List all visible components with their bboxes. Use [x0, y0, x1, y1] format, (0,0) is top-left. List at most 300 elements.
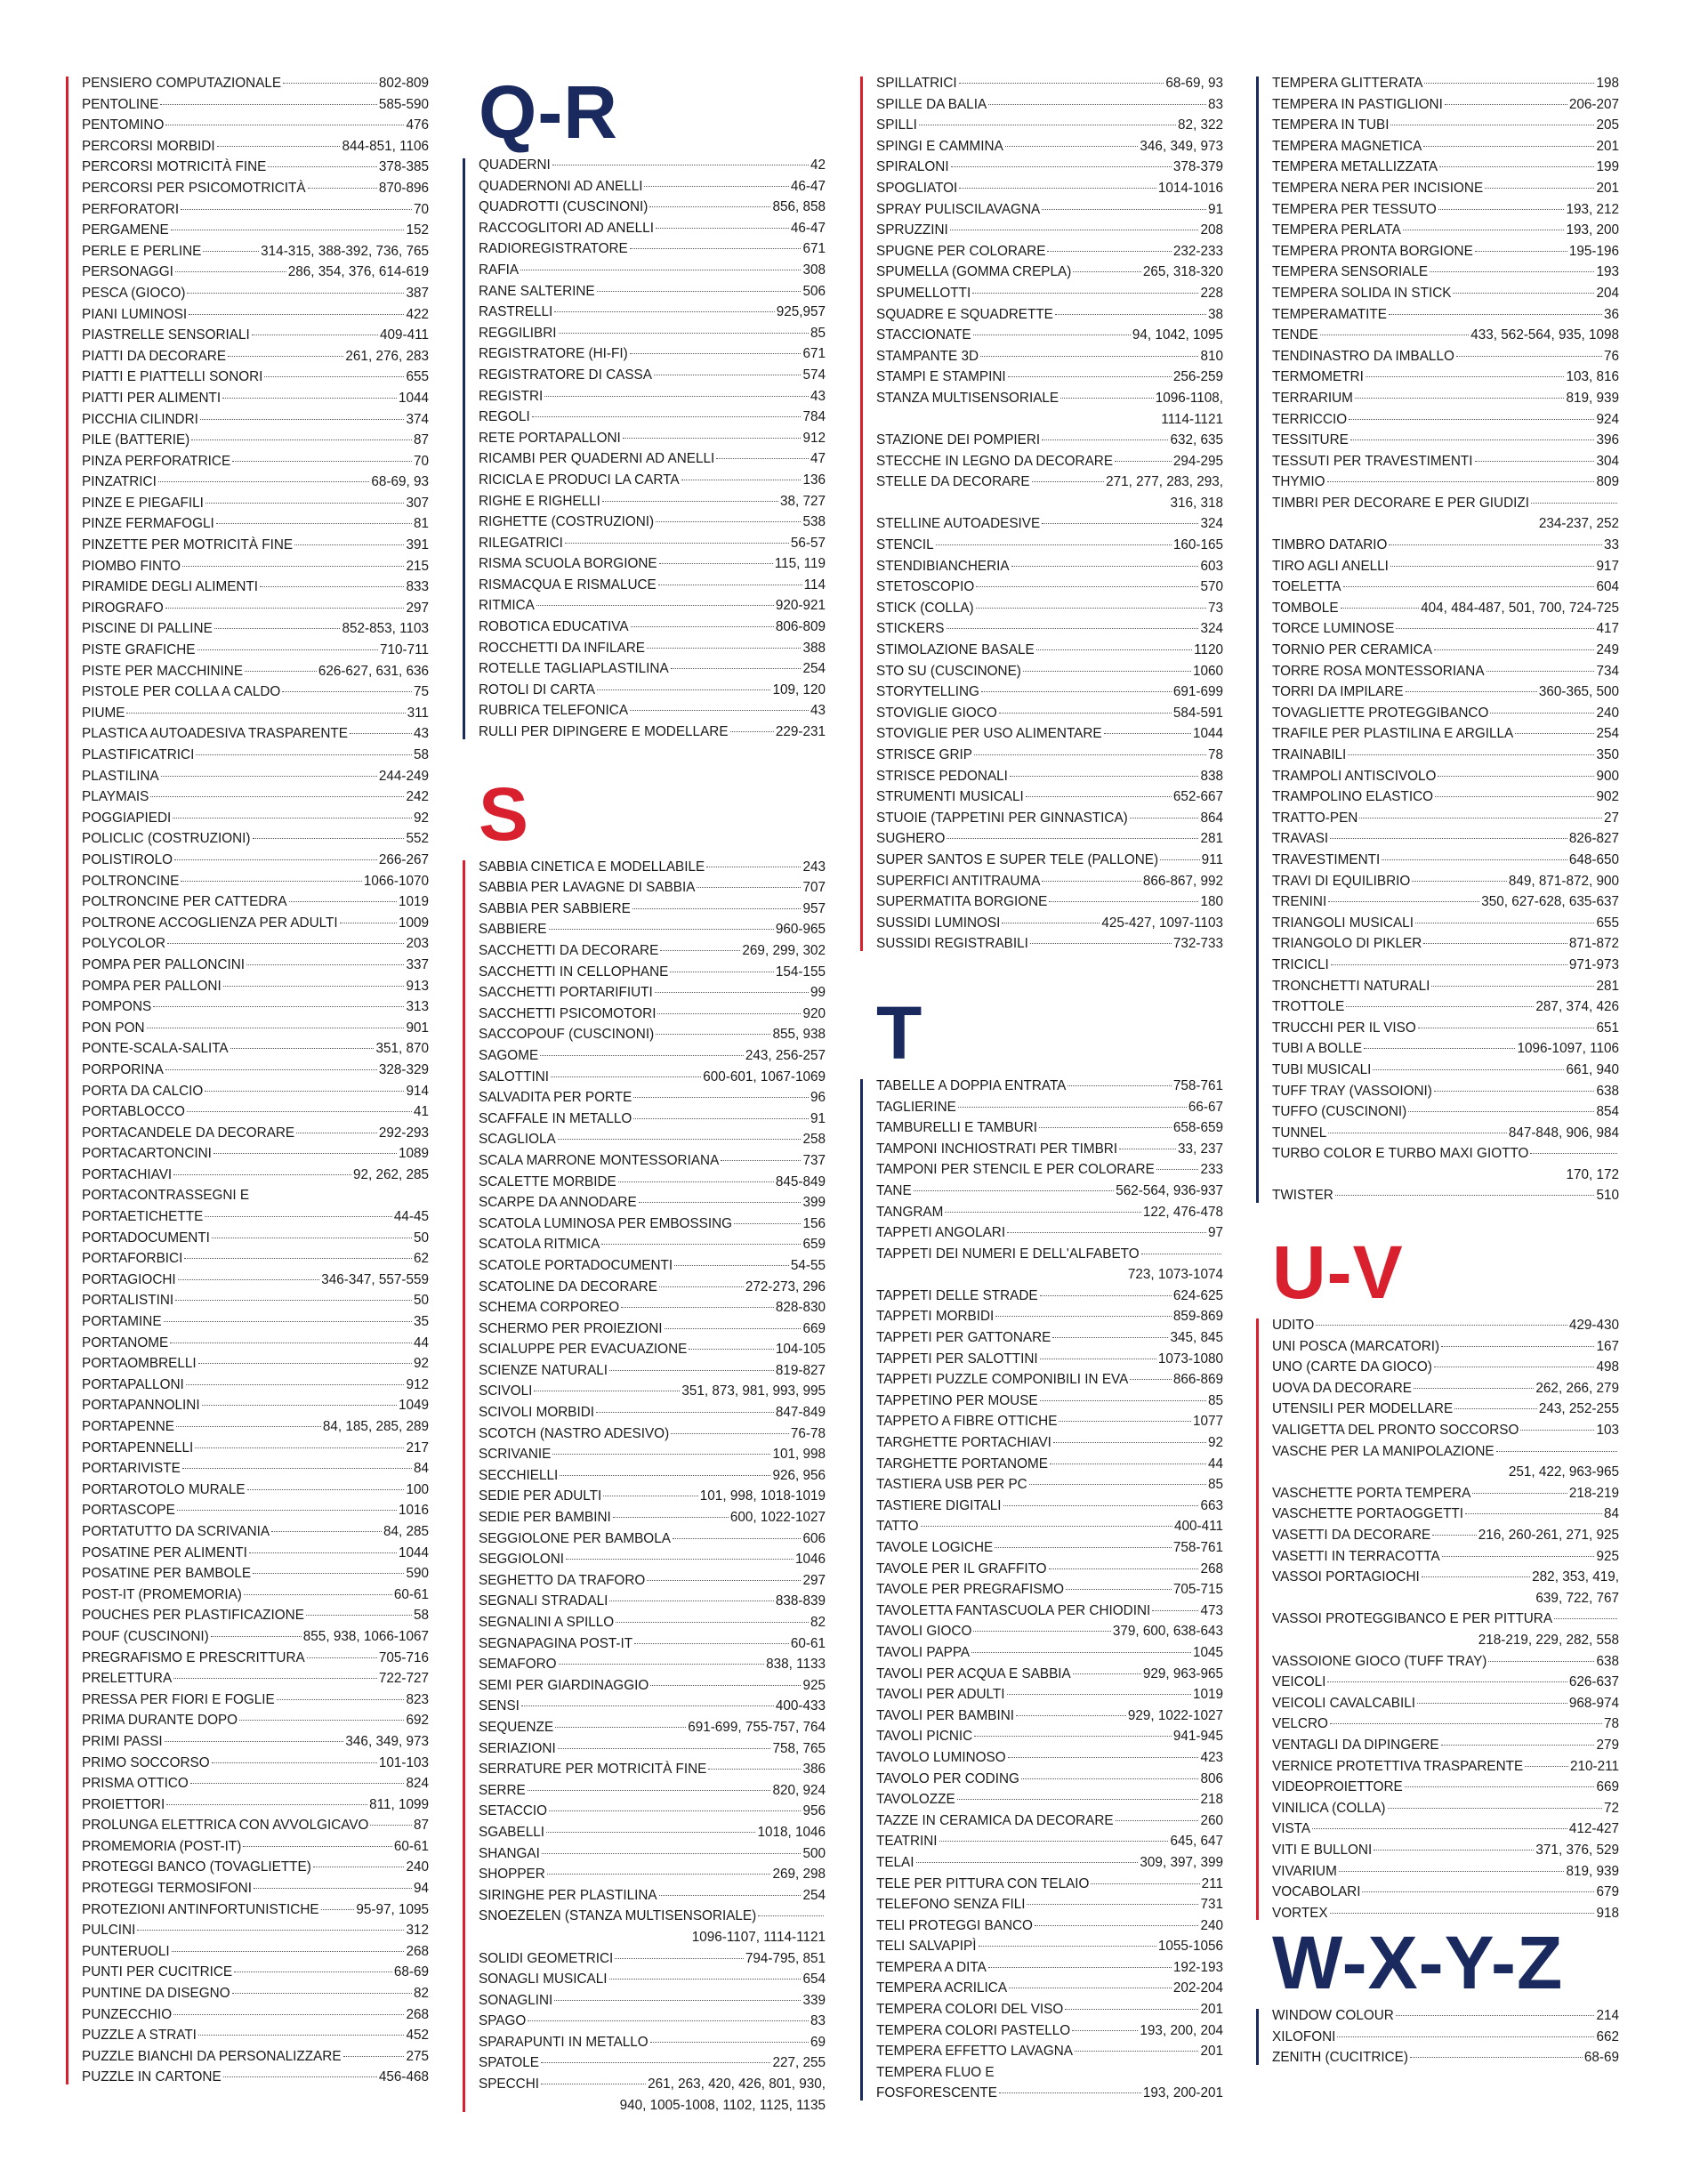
- entry-pages: 658-659: [1172, 1120, 1223, 1136]
- index-entry: [479, 1423, 826, 1445]
- entry-term: SALVADITA PER PORTE: [479, 1090, 632, 1106]
- dot-leader: [623, 438, 802, 439]
- entry-pages: 33: [1603, 537, 1619, 553]
- dot-leader: [1073, 271, 1141, 272]
- index-entry: [1272, 1185, 1619, 1206]
- entry-pages: 215: [406, 558, 429, 574]
- entry-pages: 99: [810, 985, 826, 1001]
- index-entry: [479, 533, 826, 554]
- entry-term: UDITO: [1272, 1318, 1315, 1334]
- dot-leader: [650, 1685, 801, 1686]
- entry-pages: 287, 374, 426: [1535, 999, 1619, 1015]
- entry-term: TURBO COLOR E TURBO MAXI GIOTTO: [1272, 1146, 1529, 1162]
- dot-leader: [271, 1531, 382, 1532]
- index-entry: [479, 1696, 826, 1717]
- entry-pages: 216, 260-261, 271, 925: [1478, 1528, 1619, 1543]
- entry-pages: 707: [802, 880, 826, 896]
- dot-leader: [1065, 2009, 1198, 2010]
- entry-term: SPUGNE PER COLORARE: [876, 243, 1046, 259]
- index-entry: [82, 745, 429, 766]
- index-entry: [479, 1843, 826, 1865]
- index-entry: [82, 1270, 429, 1291]
- index-entry: [479, 1214, 826, 1235]
- entry-term: PIRAMIDE DEGLI ALIMENTI: [82, 579, 259, 595]
- entry-term: TATTO: [876, 1519, 919, 1535]
- dot-leader: [697, 887, 801, 888]
- index-entry: [82, 136, 429, 157]
- dot-leader: [659, 563, 773, 564]
- entry-term: TEMPERA MAGNETICA: [1272, 138, 1422, 154]
- entry-term: SCARPE DA ANNODARE: [479, 1195, 637, 1211]
- entry-term: PORTAPENNE: [82, 1419, 174, 1434]
- index-entry: [1272, 703, 1619, 724]
- entry-term: TELEFONO SENZA FILI: [876, 1897, 1026, 1913]
- entry-pages: 662: [1596, 2028, 1619, 2044]
- dot-leader: [1021, 1778, 1199, 1779]
- index-entry: [876, 1726, 1223, 1747]
- entry-pages: 971-973: [1568, 956, 1619, 972]
- dot-leader: [184, 1258, 412, 1259]
- dot-leader: [1490, 713, 1594, 714]
- dot-leader: [979, 1946, 1156, 1947]
- index-entry: [479, 1255, 826, 1277]
- entry-pages: 1066-1070: [363, 873, 429, 889]
- dot-leader: [630, 710, 809, 711]
- entry-term: TEMPERA PRONTA BORGIONE: [1272, 243, 1473, 259]
- index-entry: [876, 1117, 1223, 1139]
- entry-pages: 600, 1022-1027: [729, 1510, 826, 1526]
- entry-pages: 404, 484-487, 501, 700, 724-725: [1421, 600, 1619, 616]
- dot-leader: [1355, 398, 1565, 399]
- entry-term: TEMPERA EFFETTO LAVAGNA: [876, 2044, 1073, 2060]
- index-entry: [1272, 283, 1619, 304]
- entry-term: PORTAFORBICI: [82, 1251, 183, 1267]
- index-entry: [876, 1496, 1223, 1517]
- entry-pages: 66-67: [1188, 1099, 1223, 1115]
- index-entry: [82, 73, 429, 94]
- index-entry: [479, 899, 826, 920]
- entry-pages: 242: [406, 789, 429, 805]
- entry-term: PORTAETICHETTE: [82, 1209, 204, 1225]
- entry-pages: 425-427, 1097-1103: [1101, 915, 1223, 931]
- entry-term: TARGHETTE PORTACHIAVI: [876, 1435, 1051, 1451]
- dot-leader: [973, 1631, 1110, 1632]
- entry-term: SPILLI: [876, 117, 917, 133]
- entry-term: SENSI: [479, 1698, 520, 1714]
- entry-term: PULCINI: [82, 1923, 136, 1939]
- index-entry: [876, 933, 1223, 955]
- entry-pages: 115, 119: [774, 556, 826, 572]
- index-entry: [1272, 1143, 1619, 1165]
- entry-term: TEMPERA A DITA: [876, 1959, 987, 1975]
- dot-leader: [734, 1223, 801, 1224]
- index-entry: [1272, 1777, 1619, 1798]
- entry-term: SPECCHI: [479, 2076, 539, 2092]
- index-entry: [479, 638, 826, 659]
- entry-pages: 929, 1022-1027: [1127, 1707, 1223, 1723]
- dot-leader: [1011, 566, 1199, 567]
- index-entry: [876, 73, 1223, 94]
- entry-pages: 92: [413, 1356, 429, 1372]
- dot-leader: [167, 943, 404, 944]
- entry-term: VASSOIONE GIOCO (TUFF TRAY): [1272, 1653, 1487, 1669]
- entry-pages: 281: [1200, 831, 1223, 847]
- entry-term: SUPERFICI ANTITRAUMA: [876, 873, 1041, 889]
- entry-pages: 60-61: [790, 1635, 826, 1651]
- index-entry: [479, 428, 826, 449]
- dot-leader: [245, 671, 317, 672]
- index-entry: [479, 1192, 826, 1214]
- entry-term: PISTE GRAFICHE: [82, 642, 196, 658]
- index-entry: [479, 877, 826, 899]
- entry-term: SUSSIDI LUMINOSI: [876, 915, 1001, 931]
- entry-pages: 307: [406, 495, 429, 511]
- index-entry: [82, 723, 429, 745]
- index-entry: [1272, 955, 1619, 976]
- index-entry: [479, 1381, 826, 1402]
- entry-pages: 638: [1596, 1653, 1619, 1669]
- entry-term: TAVOLE PER PREGRAFISMO: [876, 1582, 1065, 1598]
- entry-term: TEMPERA ACRILICA: [876, 1980, 1008, 1996]
- entry-term: RICAMBI PER QUADERNI AD ANELLI: [479, 451, 715, 467]
- entry-pages: 429-430: [1568, 1318, 1619, 1334]
- entry-pages: 638: [1596, 1083, 1619, 1099]
- dot-leader: [181, 881, 361, 882]
- dot-leader: [1438, 209, 1565, 210]
- dot-leader: [214, 628, 341, 629]
- dot-leader: [559, 1664, 765, 1665]
- index-entry: [876, 828, 1223, 850]
- entry-pages: 1096-1097, 1106: [1517, 1041, 1619, 1057]
- entry-pages: 1049: [398, 1398, 429, 1414]
- entry-pages: 731: [1200, 1897, 1223, 1913]
- dot-leader: [214, 1153, 397, 1154]
- index-entry: [82, 1668, 429, 1689]
- index-entry: [1272, 598, 1619, 619]
- entry-pages: 651: [1596, 1020, 1619, 1036]
- entry-pages: 538: [802, 514, 826, 530]
- index-entry: [876, 451, 1223, 472]
- entry-term: QUADERNONI AD ANELLI: [479, 178, 643, 194]
- dot-leader: [1030, 943, 1172, 944]
- dot-leader: [1435, 796, 1594, 797]
- entry-term: SEMAFORO: [479, 1657, 557, 1673]
- entry-term: SETACCIO: [479, 1803, 548, 1819]
- entry-pages: 54-55: [790, 1257, 826, 1273]
- dot-leader: [253, 838, 405, 839]
- dot-leader: [655, 992, 809, 993]
- entry-pages: 1009: [398, 915, 429, 931]
- index-entry: [876, 2020, 1223, 2042]
- dot-leader: [161, 776, 377, 777]
- dot-leader: [198, 1363, 412, 1364]
- entry-term: RICICLA E PRODUCI LA CARTA: [479, 472, 680, 488]
- index-entry: [1272, 556, 1619, 577]
- entry-term: RACCOGLITORI AD ANELLI: [479, 220, 654, 236]
- entry-term: TEMPERA IN PASTIGLIONI: [1272, 96, 1443, 112]
- entry-term: TAPPETI MORBIDI: [876, 1309, 995, 1325]
- dot-leader: [1042, 209, 1206, 210]
- entry-term: SEGHETTO DA TRAFORO: [479, 1572, 646, 1588]
- index-entry: [82, 1689, 429, 1711]
- entry-term: TRUCCHI PER IL VISO: [1272, 1020, 1416, 1036]
- entry-term: PIUME: [82, 705, 125, 721]
- entry-term: PUNTINE DA DISEGNO: [82, 1986, 230, 2002]
- index-entry: [1272, 136, 1619, 157]
- dot-leader: [616, 1622, 809, 1623]
- index-entry: [82, 996, 429, 1018]
- entry-pages: 603: [1200, 558, 1223, 574]
- entry-pages: 193, 200-201: [1142, 2085, 1223, 2101]
- dot-leader: [1042, 523, 1198, 524]
- dot-leader: [1330, 1723, 1602, 1724]
- dot-leader: [175, 1300, 412, 1301]
- dot-leader: [244, 1594, 392, 1595]
- dot-leader: [1475, 461, 1595, 462]
- entry-pages: 254: [802, 661, 826, 677]
- index-entry: [479, 1444, 826, 1465]
- entry-term: STOVIGLIE PER USO ALIMENTARE: [876, 726, 1102, 742]
- entry-term: POLICLIC (COSTRUZIONI): [82, 831, 251, 847]
- index-entry: [1272, 535, 1619, 556]
- dot-leader: [223, 986, 405, 987]
- entry-pages: 256-259: [1172, 369, 1223, 385]
- entry-pages: 852-853, 1103: [342, 621, 429, 637]
- dot-leader: [1350, 439, 1595, 440]
- entry-pages: 62: [413, 1251, 429, 1267]
- entry-pages: 833: [406, 579, 429, 595]
- entry-term: STICKERS: [876, 621, 945, 637]
- entry-term: VASCHE PER LA MANIPOLAZIONE: [1272, 1443, 1494, 1459]
- entry-term: TEMPERA PERLATA: [1272, 222, 1401, 238]
- index-entry: [1272, 828, 1619, 850]
- entry-pages: 396: [1596, 432, 1619, 448]
- index-entry: [479, 386, 826, 407]
- index-entry: [479, 982, 826, 1004]
- entry-pages: 379, 600, 638-643: [1112, 1624, 1223, 1640]
- entry-term: STECCHE IN LEGNO DA DECORARE: [876, 453, 1114, 469]
- index-entry: [1272, 681, 1619, 703]
- entry-pages: 570: [1200, 579, 1223, 595]
- dot-leader: [541, 2062, 770, 2063]
- entry-pages: 1120: [1194, 642, 1223, 658]
- index-entry: [479, 512, 826, 533]
- index-entry: [82, 1143, 429, 1165]
- entry-pages: 47: [810, 451, 826, 467]
- index-entry: [876, 199, 1223, 221]
- entry-pages-continued: 639, 722, 767: [1535, 1590, 1619, 1606]
- entry-term: SCATOLE PORTADOCUMENTI: [479, 1257, 673, 1273]
- index-entry: [876, 1306, 1223, 1327]
- entry-term: TERRARIUM: [1272, 390, 1353, 406]
- entry-pages: 60-61: [393, 1586, 429, 1602]
- index-entry: [479, 1948, 826, 1970]
- entry-pages-continued: 234-237, 252: [1538, 516, 1619, 532]
- index-section: [876, 73, 1223, 955]
- entry-pages: 240: [406, 1859, 429, 1875]
- entry-term: TUBI MUSICALI: [1272, 1061, 1372, 1077]
- entry-term: SCAGLIOLA: [479, 1132, 556, 1148]
- section-color-bar: [463, 860, 465, 2113]
- entry-term: STRUMENTI MUSICALI: [876, 789, 1024, 805]
- entry-term: PILE (BATTERIE): [82, 432, 190, 448]
- dot-leader: [294, 544, 404, 545]
- entry-pages: 855, 938: [772, 1027, 826, 1043]
- dot-leader: [202, 1405, 397, 1406]
- dot-leader: [1049, 1568, 1199, 1569]
- entry-pages: 94: [413, 1881, 429, 1897]
- index-entry: [1272, 723, 1619, 745]
- dot-leader: [1060, 398, 1154, 399]
- entry-term: SACCOPOUF (CUSCINONI): [479, 1027, 655, 1043]
- entry-term: STACCIONATE: [876, 327, 971, 343]
- index-entry: [479, 919, 826, 940]
- entry-term: TELI SALVAPIPÌ: [876, 1939, 977, 1955]
- entry-term: WINDOW COLOUR: [1272, 2008, 1394, 2024]
- entry-pages: 167: [1596, 1338, 1619, 1354]
- dot-leader: [268, 166, 376, 167]
- dot-leader: [1335, 1195, 1595, 1196]
- entry-term: TRIANGOLO DI PIKLER: [1272, 936, 1422, 952]
- entry-pages: 265, 318-320: [1142, 264, 1223, 280]
- entry-pages: 269, 298: [772, 1867, 826, 1883]
- index-entry: [876, 2062, 1223, 2084]
- entry-term: TAVOLE LOGICHE: [876, 1540, 994, 1555]
- index-entry: [876, 808, 1223, 829]
- index-entry: [876, 304, 1223, 326]
- dot-leader: [758, 1915, 824, 1916]
- index-entry: [479, 1402, 826, 1423]
- entry-pages: 294-295: [1172, 453, 1223, 469]
- dot-leader: [1408, 1111, 1594, 1112]
- entry-pages: 1055-1056: [1157, 1939, 1223, 1955]
- index-entry: [876, 1831, 1223, 1852]
- entry-pages: 136: [802, 472, 826, 488]
- index-entry: [1272, 996, 1619, 1018]
- index-entry: [479, 1906, 826, 1927]
- entry-term: SPUMELLOTTI: [876, 285, 971, 301]
- entry-term: TENDINASTRO DA IMBALLO: [1272, 348, 1454, 364]
- entry-pages: 855, 938, 1066-1067: [302, 1628, 429, 1644]
- dot-leader: [1068, 1085, 1171, 1086]
- entry-term: SPINGI E CAMMINA: [876, 138, 1003, 154]
- entry-term: PORTACARTONCINI: [82, 1146, 212, 1162]
- entry-term: PISTE PER MACCHININE: [82, 663, 244, 679]
- entry-term: TAVOLO LUMINOSO: [876, 1749, 1006, 1765]
- entry-pages: 260: [1200, 1812, 1223, 1828]
- dot-leader: [549, 1810, 801, 1811]
- dot-leader: [559, 333, 809, 334]
- dot-leader: [673, 1538, 802, 1539]
- entry-pages: 210-211: [1569, 1758, 1619, 1774]
- index-entry: [1272, 1672, 1619, 1693]
- dot-leader: [921, 1526, 1172, 1527]
- dot-leader: [971, 1652, 1191, 1653]
- entry-term: TEMPERA COLORI PASTELLO: [876, 2022, 1071, 2038]
- entry-pages: 902: [1596, 789, 1619, 805]
- index-entry: [876, 220, 1223, 241]
- entry-pages: 156: [802, 1215, 826, 1231]
- dot-leader: [528, 1790, 771, 1791]
- entry-term: SCALA MARRONE MONTESSORIANA: [479, 1152, 720, 1168]
- dot-leader: [175, 271, 286, 272]
- entry-pages: 498: [1596, 1359, 1619, 1375]
- index-entry: [82, 1983, 429, 2004]
- dot-leader: [182, 1468, 412, 1469]
- index-entry: [479, 1717, 826, 1738]
- entry-pages: 258: [802, 1132, 826, 1148]
- index-entry: [82, 681, 429, 703]
- entry-pages: 205: [1596, 117, 1619, 133]
- index-entry: [1272, 1357, 1619, 1378]
- index-entry: [82, 1836, 429, 1858]
- entry-term: TAPPETI DEI NUMERI E DELL'ALFABETO: [876, 1246, 1140, 1262]
- dot-leader: [1438, 776, 1594, 777]
- index-entry: [82, 2025, 429, 2046]
- dot-leader: [999, 713, 1172, 714]
- dot-leader: [976, 608, 1206, 609]
- index-entry: [82, 346, 429, 367]
- dot-leader: [1047, 251, 1171, 252]
- index-entry: [1272, 304, 1619, 326]
- index-entry: [1272, 1336, 1619, 1358]
- index-entry: [82, 1185, 429, 1206]
- entry-pages: 78: [1603, 1716, 1619, 1732]
- entry-term: TEMPERAMATITE: [1272, 306, 1387, 322]
- entry-pages: 671: [802, 241, 826, 257]
- section-letter-heading: W-X-Y-Z: [1272, 1921, 1564, 2005]
- entry-pages: 374: [406, 411, 429, 427]
- entry-term: SPARAPUNTI IN METALLO: [479, 2034, 649, 2050]
- entry-pages: 659: [802, 1237, 826, 1253]
- entry-term: RULLI PER DIPINGERE E MODELLARE: [479, 724, 729, 740]
- entry-term: PERSONAGGI: [82, 264, 173, 280]
- entry-pages: 308: [802, 262, 826, 278]
- entry-pages: 84: [1603, 1506, 1619, 1522]
- entry-pages: 811, 1099: [369, 1796, 429, 1812]
- index-entry: [82, 1375, 429, 1396]
- entry-pages: 500: [802, 1845, 826, 1861]
- entry-term: SHANGAI: [479, 1845, 540, 1861]
- entry-term: VORTEX: [1272, 1905, 1328, 1921]
- dot-leader: [254, 1888, 412, 1889]
- entry-pages: 838, 1133: [766, 1657, 826, 1673]
- index-entry: [1272, 618, 1619, 640]
- entry-pages: 58: [413, 1608, 429, 1624]
- entry-term: PINZE FERMAFOGLI: [82, 516, 214, 532]
- index-entry: [1272, 1525, 1619, 1546]
- dot-leader: [597, 291, 802, 292]
- entry-term: SPATOLE: [479, 2055, 540, 2071]
- dot-leader: [555, 1727, 686, 1728]
- dot-leader: [1362, 1891, 1594, 1892]
- entry-term: PENTOMINO: [82, 117, 165, 133]
- index-entry: [1272, 451, 1619, 472]
- dot-leader: [1424, 83, 1594, 84]
- entry-term: SERRE: [479, 1782, 526, 1798]
- index-entry: [82, 1584, 429, 1606]
- entry-pages: 233: [1200, 1162, 1223, 1178]
- index-entry: [82, 871, 429, 892]
- entry-term: TEMPERA METALLIZZATA: [1272, 159, 1438, 175]
- entry-pages: 422: [406, 306, 429, 322]
- entry-term: SCIVOLI: [479, 1383, 533, 1399]
- index-entry: [82, 94, 429, 116]
- index-entry: [1272, 262, 1619, 283]
- entry-pages: 100: [406, 1481, 429, 1497]
- entry-pages: 920-921: [775, 598, 826, 614]
- index-entry: [479, 176, 826, 198]
